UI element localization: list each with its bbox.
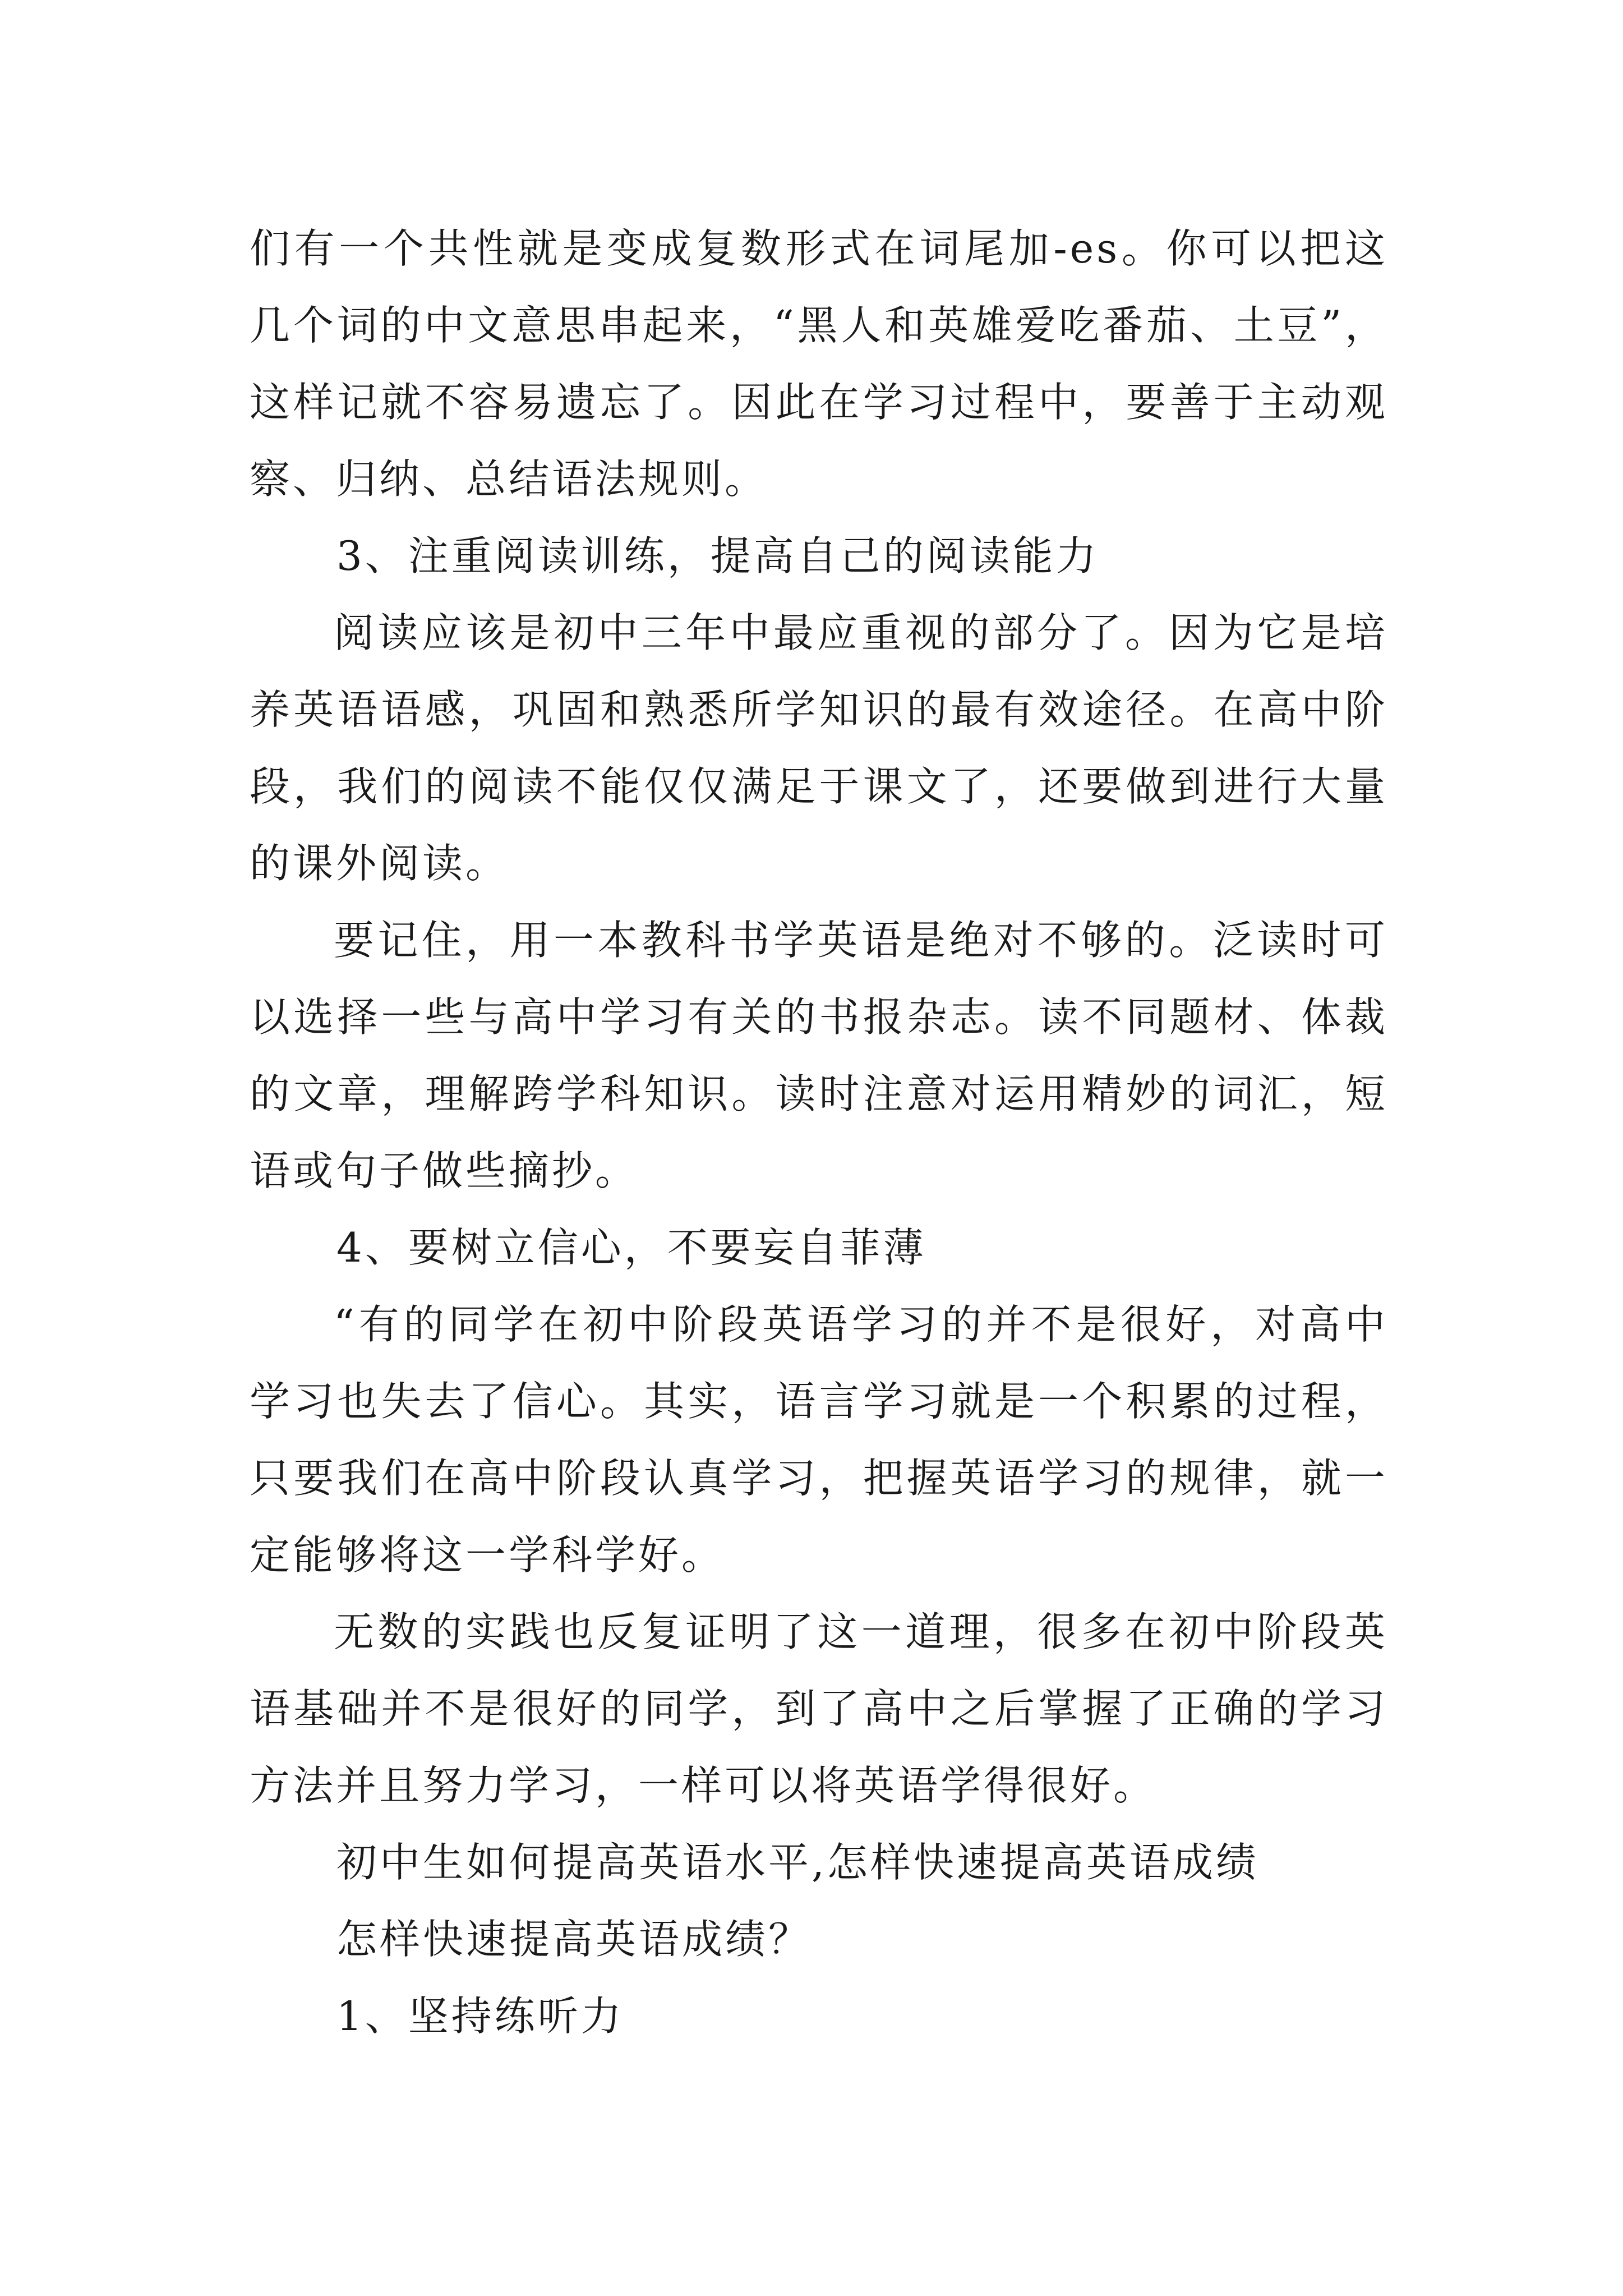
- paragraph-continuation: 们有一个共性就是变成复数形式在词尾加-es。你可以把这几个词的中文意思串起来，“黑人和英雄爱吃番茄、土豆”，这样记就不容易遗忘了。因此在学习过程中，要善于主动观察、归纳、总结语法规则。: [250, 225, 1388, 503]
- paragraph-extensive-reading: 要记住，用一本教科书学英语是绝对不够的。泛读时可以选择一些与高中学习有关的书报杂志。读不同题材、体裁的文章，理解跨学科知识。读时注意对运用精妙的词汇，短语或句子做些摘抄。: [250, 917, 1388, 1194]
- section-heading-confidence: 4、要树立信心，不要妄自菲薄: [336, 1224, 926, 1271]
- article-title: 初中生如何提高英语水平,怎样快速提高英语成绩: [336, 1839, 1259, 1886]
- paragraph-practice-proof: 无数的实践也反复证明了这一道理，很多在初中阶段英语基础并不是很好的同学，到了高中之后掌握了正确的学习方法并且努力学习，一样可以将英语学得很好。: [250, 1608, 1388, 1809]
- section-heading-listening: 1、坚持练听力: [336, 1993, 624, 2040]
- document-body: [250, 210, 1388, 2055]
- paragraph-reading-importance: 阅读应该是初中三年中最应重视的部分了。因为它是培养英语语感，巩固和熟悉所学知识的最有效途径。在高中阶段，我们的阅读不能仅仅满足于课文了，还要做到进行大量的课外阅读。: [250, 609, 1388, 887]
- section-heading-reading: 3、注重阅读训练，提高自己的阅读能力: [336, 532, 1099, 579]
- article-question: 怎样快速提高英语成绩？: [336, 1916, 812, 1963]
- paragraph-confidence: “有的同学在初中阶段英语学习的并不是很好，对高中学习也失去了信心。其实，语言学习就是一个积累的过程，只要我们在高中阶段认真学习，把握英语学习的规律，就一定能够将这一学科学好。: [250, 1301, 1388, 1579]
